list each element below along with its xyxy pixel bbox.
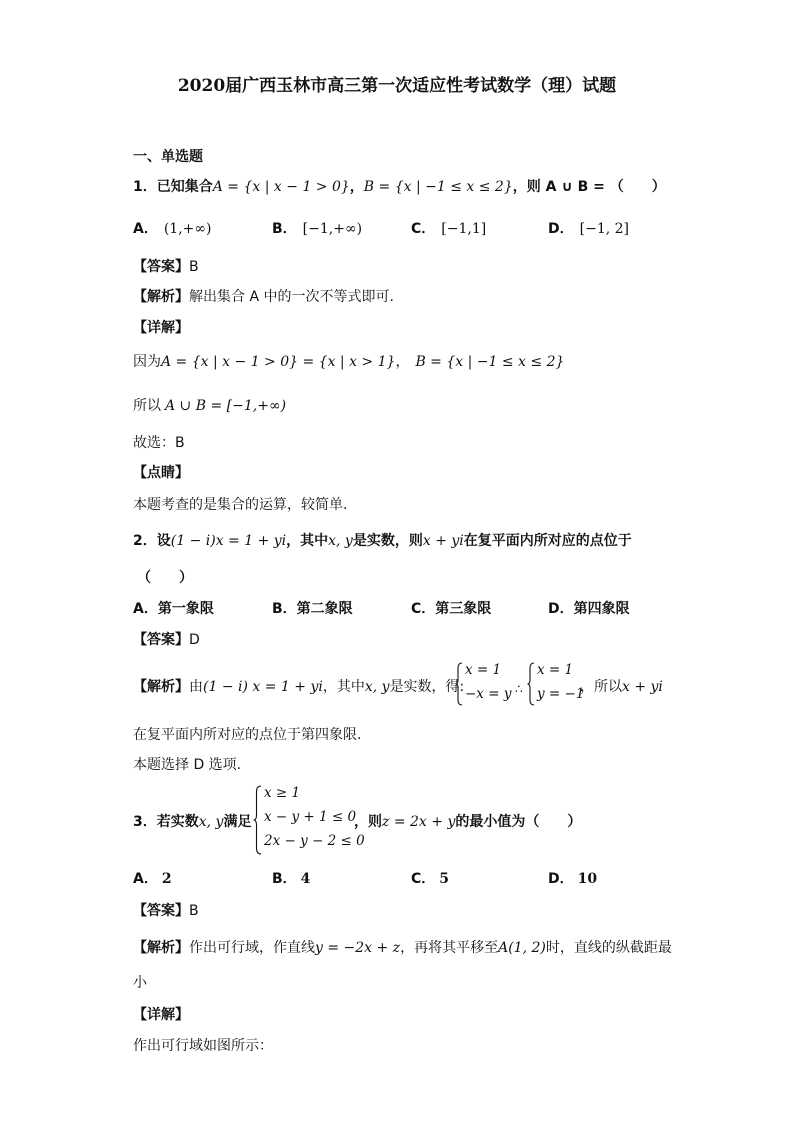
q3-analysis: 【解析】作出可行域，作直线y = −2x + z，再将其平移至A(1, 2)时，直线的纵截距最 (133, 940, 672, 956)
q1-option-c: C． [−1,1] (411, 221, 487, 237)
q2-analysis-line3: 本题选择 D 选项. (133, 757, 242, 773)
question-3-tail: ，则z = 2x + y的最小值为（ ） (354, 814, 582, 830)
q2-paren: （ ） (137, 570, 193, 586)
q1-set-b: B = {x | −1 ≤ x ≤ 2} (363, 179, 513, 195)
q3-detail-text: 作出可行域如图所示： (133, 1038, 273, 1054)
q3-objective: z = 2x + y (382, 814, 456, 830)
q2-answer: 【答案】D (133, 632, 200, 648)
q3-constraint-system: x ≥ 1 x − y + 1 ≤ 0 2x − y − 2 ≤ 0 (253, 785, 363, 855)
q2-option-a: A．第一象限 (133, 601, 214, 617)
q2-option-c: C．第三象限 (411, 601, 492, 617)
q3-option-b: B． 4 (272, 871, 311, 887)
q2-option-b: B．第二象限 (272, 601, 353, 617)
q2-option-d: D．第四象限 (548, 601, 630, 617)
q3-detail-label: 【详解】 (133, 1007, 189, 1023)
q1-option-d: D． [−1, 2] (548, 221, 629, 237)
q2-equation: (1 − i)x = 1 + yi (170, 533, 287, 549)
q1-choice: 故选：B (133, 435, 185, 451)
q3-option-d: D． 10 (548, 871, 598, 887)
q2-system-1: x = 1 −x = y (455, 662, 515, 706)
q1-analysis: 【解析】解出集合 A 中的一次不等式即可. (133, 289, 394, 305)
q2-analysis: 【解析】由(1 − i) x = 1 + yi，其中x, y是实数，得: (133, 679, 465, 695)
q1-answer: 【答案】B (133, 259, 199, 275)
q3-option-a: A． 2 (133, 871, 172, 887)
q1-detail-line: 因为A = {x | x − 1 > 0} = {x | x > 1}， B = {x | −1 ≤ x ≤ 2} (133, 354, 565, 370)
q3-option-c: C． 5 (411, 871, 450, 887)
q1-tail: ，则 A ∪ B = （ ） (512, 179, 666, 195)
q3-answer: 【答案】B (133, 903, 199, 919)
q2-analysis-line2: 在复平面内所对应的点位于第四象限. (133, 727, 362, 743)
q3-analysis-line2: 小 (133, 975, 147, 991)
q2-analysis-tail: ，所以x + yi (580, 679, 663, 695)
q1-so-line: 所以 A ∪ B = [−1,+∞) (133, 398, 287, 414)
question-1 (133, 176, 666, 196)
question-3-lead: 3．若实数x, y满足 (133, 814, 252, 830)
q1-set-a: A = {x | x − 1 > 0} (212, 179, 350, 195)
q1-number: 1．已知集合 (133, 179, 213, 195)
q1-detail-label: 【详解】 (133, 320, 189, 336)
section-heading: 一、单选题 (133, 149, 203, 165)
q1-comment-label: 【点睛】 (133, 465, 189, 481)
q1-option-a: A． (1,+∞) (133, 221, 212, 237)
question-2: 2．设(1 − i)x = 1 + yi，其中x, y是实数，则x + yi在复平面内所对应的点位于 (133, 533, 632, 549)
page-title: 2020届广西玉林市高三第一次适应性考试数学（理）试题 (177, 76, 617, 96)
q2-system-2: x = 1 y = −1 (527, 662, 587, 706)
q1-option-b: B． [−1,+∞) (272, 221, 363, 237)
q1-comment: 本题考查的是集合的运算，较简单. (133, 497, 348, 513)
therefore-symbol: ∴ (515, 682, 523, 696)
q1-comma: ， (349, 179, 364, 195)
